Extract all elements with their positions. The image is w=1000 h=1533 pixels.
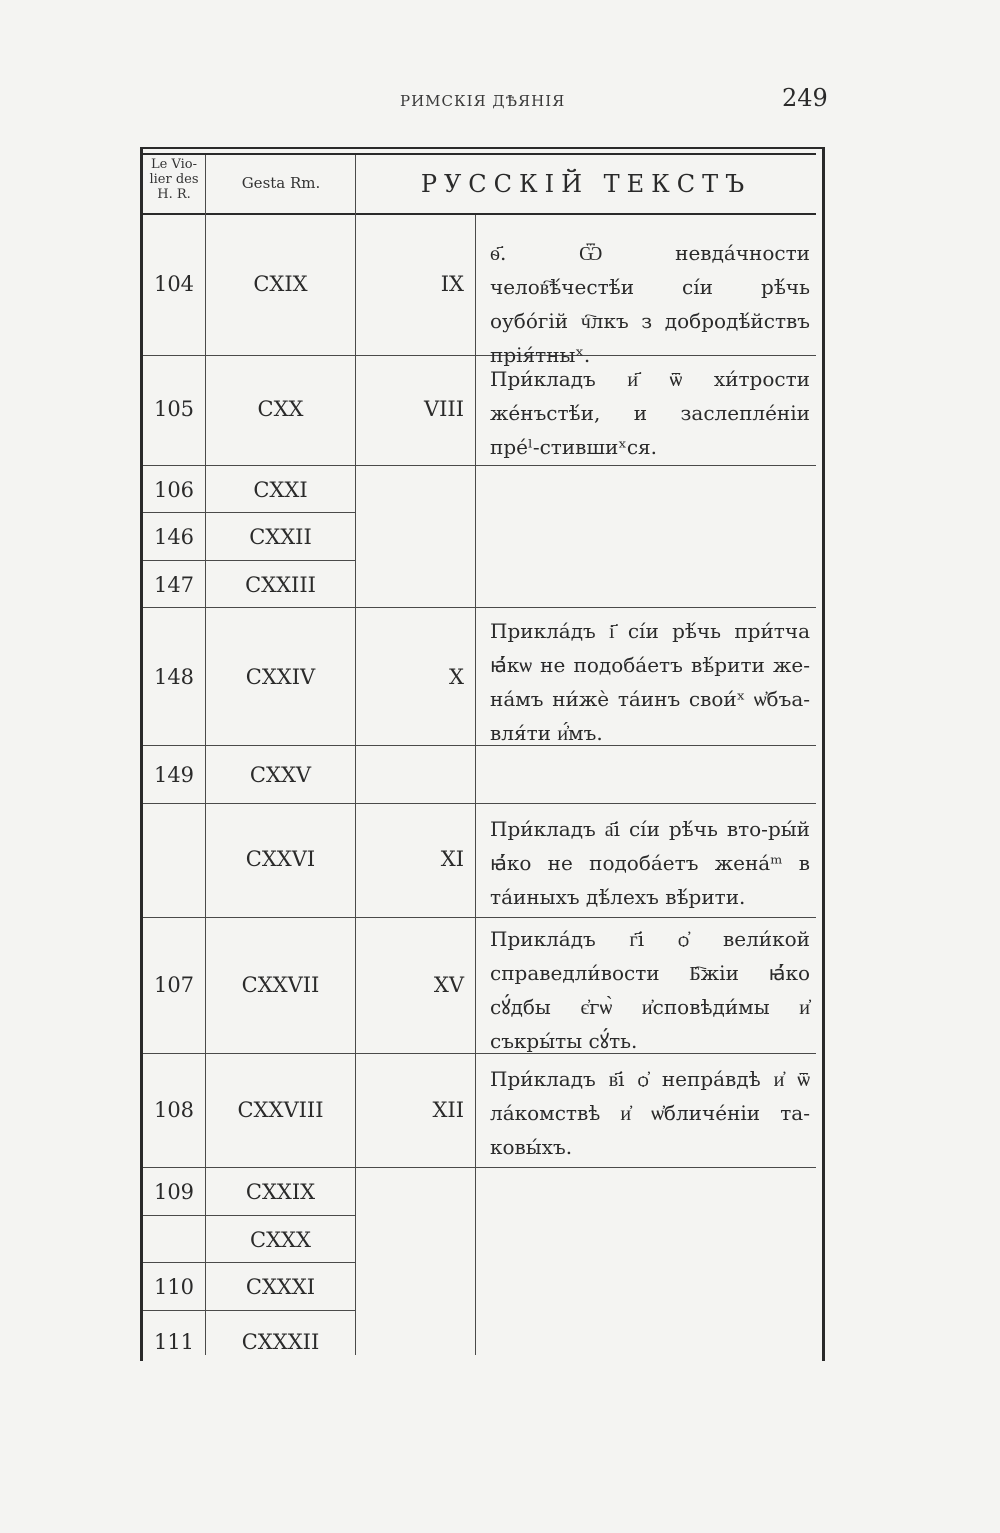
- russian-number: [356, 397, 474, 421]
- russian-text: ѳ҃. Ѿ невда́чности челов҇ѣ́честѣ́и сі́и рѣ́чь оубо́гій ч҇лкъ з добродѣ́йствъ прія́тныˣ.: [490, 241, 810, 367]
- gesta-number: CXXIII: [245, 573, 316, 597]
- russian-number-value: XI: [440, 847, 464, 871]
- violier-number: 109: [153, 1180, 195, 1204]
- header-top-rule: [143, 153, 816, 155]
- gesta-number: CXXXII: [241, 1330, 320, 1354]
- violier-number: 146: [153, 525, 195, 549]
- page-header: [0, 0, 1000, 130]
- row-separator: [143, 917, 816, 918]
- page-number: 249: [782, 84, 828, 112]
- gesta-number: CXX: [257, 397, 304, 421]
- violier-number: 105: [153, 397, 195, 421]
- gesta-number: CXXX: [250, 1228, 311, 1252]
- header-bottom-rule: [143, 213, 816, 215]
- russian-text: При́кладъ в҃і ѻ҆ непра́вдѣ и҆ ѿ ла́комствѣ и҆ ѡ҆бличе́ніи та-ковы́хъ.: [490, 1067, 810, 1159]
- violier-number: 111: [153, 1330, 195, 1354]
- russian-number: [356, 973, 474, 997]
- column-header-gesta: Gesta Rm.: [241, 174, 321, 192]
- russian-text: Прикла́дъ г҃і ѻ҆ вели́кой справедли́вости Б҇жіи ꙗ҆́ко сꙋ́дбы є҆гѡ̀ и҆сповѣди́мы и҆ съкры́ты сꙋ́ть.: [490, 927, 810, 1053]
- violier-number: 104: [153, 272, 195, 296]
- russian-number-value: X: [449, 665, 464, 689]
- row-separator: [143, 512, 355, 513]
- gesta-number: CXIX: [253, 272, 308, 296]
- russian-number: [356, 665, 474, 689]
- violier-number: 106: [153, 478, 195, 502]
- violier-number: 110: [153, 1275, 195, 1299]
- row-separator: [143, 607, 816, 608]
- russian-number-value: XV: [433, 973, 464, 997]
- violier-number: 107: [153, 973, 195, 997]
- russian-text: При́кладъ и҃ ѿ хи́трости же́нъстѣ́и, и заслепле́ніи пре́ˡ-стившиˣся.: [490, 367, 810, 459]
- row-separator: [143, 1167, 816, 1168]
- russian-number-value: IX: [440, 272, 464, 296]
- violier-header-line: Le Vio-: [151, 157, 197, 172]
- gesta-number: CXXIX: [245, 1180, 316, 1204]
- running-title: РИМСКІЯ ДѢЯНІЯ: [400, 92, 566, 110]
- violier-header-line: lier des: [149, 172, 199, 187]
- gesta-number: CXXIV: [245, 665, 316, 689]
- column-header-russian-text: РУССКІЙ ТЕКСТЪ: [420, 170, 752, 198]
- column-header-violier: [143, 157, 205, 202]
- violier-header-line: H. R.: [157, 187, 191, 202]
- row-separator: [143, 465, 816, 466]
- column-divider: [205, 155, 206, 1355]
- violier-number: 147: [153, 573, 195, 597]
- russian-text: При́кладъ а҃і сі́и рѣ́чь вто-ры́й ꙗ҆́ко не подоба́етъ жена́ᵐ в та́иныхъ дѣ́лехъ вѣ́рити.: [490, 817, 810, 909]
- row-separator: [143, 1310, 355, 1311]
- gesta-number: CXXV: [249, 763, 312, 787]
- russian-text: Прикла́дъ і҃ сі́и рѣ́чь при́тча ꙗ҆́кѡ не подоба́етъ вѣ́рити же-на́мъ ни́жѐ та́инъ свои́ˣ ѡ҆бъа-вля́ти и҆́мъ.: [490, 619, 810, 745]
- row-separator: [143, 803, 816, 804]
- row-separator: [143, 1215, 355, 1216]
- row-separator: [143, 1262, 355, 1263]
- row-separator: [143, 560, 355, 561]
- violier-number: 149: [153, 763, 195, 787]
- russian-number: [356, 272, 474, 296]
- violier-number: 148: [153, 665, 195, 689]
- russian-number-value: XII: [432, 1098, 464, 1122]
- column-divider: [355, 155, 356, 1355]
- gesta-number: CXXVIII: [237, 1098, 324, 1122]
- gesta-number: CXXVI: [245, 847, 316, 871]
- column-divider: [475, 215, 476, 1355]
- gesta-number: CXXII: [249, 525, 312, 549]
- gesta-number: CXXXI: [245, 1275, 316, 1299]
- gesta-number: CXXVII: [241, 973, 320, 997]
- russian-number: [356, 847, 474, 871]
- gesta-number: CXXI: [253, 478, 308, 502]
- russian-number: [356, 1098, 474, 1122]
- violier-number: 108: [153, 1098, 195, 1122]
- russian-number-value: VIII: [423, 397, 464, 421]
